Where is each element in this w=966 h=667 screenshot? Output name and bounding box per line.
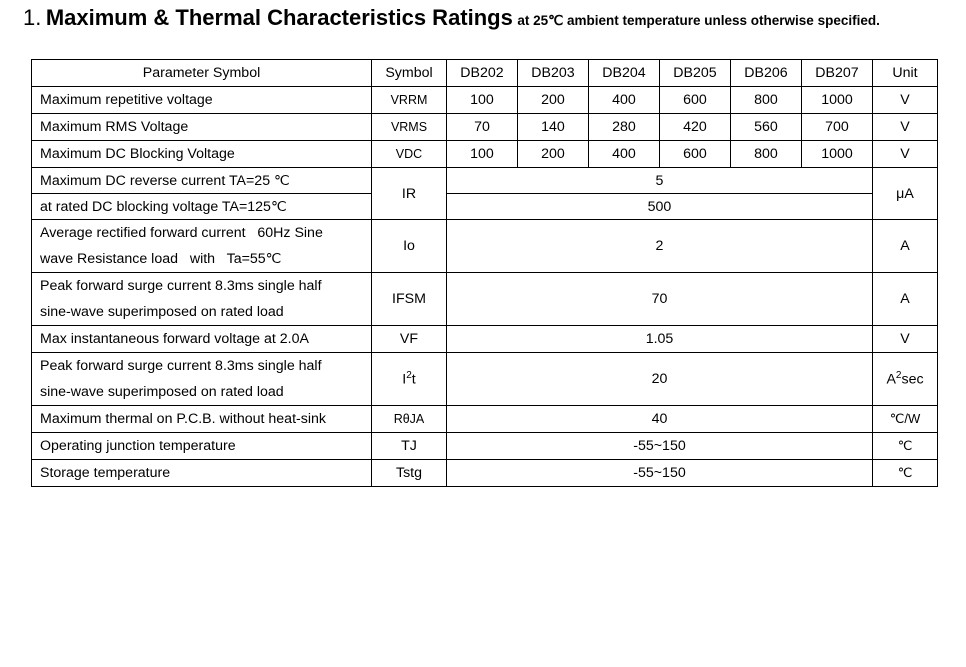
symbol-cell: Io bbox=[372, 220, 447, 273]
value-cell: 560 bbox=[731, 114, 802, 141]
header-model: DB205 bbox=[660, 60, 731, 87]
unit-superscript: 2 bbox=[895, 370, 902, 382]
unit-cell bbox=[873, 353, 938, 406]
parameter-cell: Maximum RMS Voltage bbox=[32, 114, 372, 141]
value-cell: 5 bbox=[447, 168, 873, 194]
header-parameter: Parameter Symbol bbox=[32, 60, 372, 87]
value-cell: 20 bbox=[447, 353, 873, 406]
unit-cell: A bbox=[873, 220, 938, 273]
symbol-cell: IR bbox=[372, 168, 447, 220]
parameter-line: sine-wave superimposed on rated load bbox=[40, 384, 284, 400]
unit-cell: V bbox=[873, 141, 938, 168]
section-subtitle: at 25℃ ambient temperature unless otherwise specified. bbox=[517, 13, 880, 28]
header-model: DB202 bbox=[447, 60, 518, 87]
symbol-tail: t bbox=[411, 371, 416, 388]
unit-cell: ℃ bbox=[873, 433, 938, 460]
header-model: DB204 bbox=[589, 60, 660, 87]
header-model: DB207 bbox=[802, 60, 873, 87]
unit-cell: A bbox=[873, 273, 938, 326]
header-unit: Unit bbox=[873, 60, 938, 87]
symbol-cell: VRMS bbox=[372, 114, 447, 141]
parameter-cell: at rated DC blocking voltage TA=125℃ bbox=[32, 194, 372, 220]
value-cell: 600 bbox=[660, 141, 731, 168]
value-cell: -55~150 bbox=[447, 433, 873, 460]
parameter-line: Peak forward surge current 8.3ms single half bbox=[40, 358, 322, 374]
symbol-cell: VRRM bbox=[372, 87, 447, 114]
symbol-cell: Tstg bbox=[372, 460, 447, 487]
table-row bbox=[32, 406, 938, 433]
parameter-cell bbox=[32, 273, 372, 326]
parameter-cell: Maximum DC Blocking Voltage bbox=[32, 141, 372, 168]
value-cell: 500 bbox=[447, 194, 873, 220]
value-cell: -55~150 bbox=[447, 460, 873, 487]
parameter-cell: Storage temperature bbox=[32, 460, 372, 487]
value-cell: 1000 bbox=[802, 87, 873, 114]
unit-tail: sec bbox=[901, 371, 924, 388]
unit-cell: V bbox=[873, 326, 938, 353]
table-row bbox=[32, 141, 938, 168]
value-cell: 700 bbox=[802, 114, 873, 141]
table-row bbox=[32, 114, 938, 141]
value-cell: 400 bbox=[589, 141, 660, 168]
table-row bbox=[32, 433, 938, 460]
value-cell: 420 bbox=[660, 114, 731, 141]
value-cell: 2 bbox=[447, 220, 873, 273]
parameter-line: Peak forward surge current 8.3ms single half bbox=[40, 278, 322, 294]
value-cell: 100 bbox=[447, 87, 518, 114]
table-row bbox=[32, 220, 938, 273]
symbol-cell: VF bbox=[372, 326, 447, 353]
unit-cell: V bbox=[873, 114, 938, 141]
value-cell: 100 bbox=[447, 141, 518, 168]
table-row bbox=[32, 273, 938, 326]
header-model: DB203 bbox=[518, 60, 589, 87]
symbol-cell: RθJA bbox=[372, 406, 447, 433]
table-header-row bbox=[32, 60, 938, 87]
symbol-cell: VDC bbox=[372, 141, 447, 168]
value-cell: 200 bbox=[518, 141, 589, 168]
symbol-cell: TJ bbox=[372, 433, 447, 460]
ratings-table bbox=[31, 59, 938, 487]
section-number: 1. bbox=[23, 5, 42, 30]
parameter-line: wave Resistance load with Ta=55℃ bbox=[40, 251, 282, 267]
symbol-base: I bbox=[402, 371, 407, 388]
symbol-cell: IFSM bbox=[372, 273, 447, 326]
parameter-cell: Max instantaneous forward voltage at 2.0A bbox=[32, 326, 372, 353]
table-row bbox=[32, 87, 938, 114]
unit-cell: ℃ bbox=[873, 460, 938, 487]
table-row bbox=[32, 353, 938, 406]
parameter-cell: Operating junction temperature bbox=[32, 433, 372, 460]
symbol-cell bbox=[372, 353, 447, 406]
unit-cell: μA bbox=[873, 168, 938, 220]
parameter-cell: Maximum thermal on P.C.B. without heat-sink bbox=[32, 406, 372, 433]
value-cell: 200 bbox=[518, 87, 589, 114]
section-heading bbox=[23, 5, 880, 31]
value-cell: 800 bbox=[731, 141, 802, 168]
unit-cell: ℃/W bbox=[873, 406, 938, 433]
table-row bbox=[32, 168, 938, 194]
parameter-cell: Maximum DC reverse current TA=25 ℃ bbox=[32, 168, 372, 194]
section-title: Maximum & Thermal Characteristics Ratings bbox=[45, 5, 513, 30]
value-cell: 1000 bbox=[802, 141, 873, 168]
parameter-line: sine-wave superimposed on rated load bbox=[40, 304, 284, 320]
value-cell: 40 bbox=[447, 406, 873, 433]
unit-cell: V bbox=[873, 87, 938, 114]
header-model: DB206 bbox=[731, 60, 802, 87]
parameter-cell bbox=[32, 220, 372, 273]
value-cell: 70 bbox=[447, 114, 518, 141]
value-cell: 800 bbox=[731, 87, 802, 114]
value-cell: 1.05 bbox=[447, 326, 873, 353]
parameter-cell: Maximum repetitive voltage bbox=[32, 87, 372, 114]
parameter-line: Average rectified forward current 60Hz Sine bbox=[40, 225, 323, 241]
symbol-superscript: 2 bbox=[406, 370, 412, 382]
value-cell: 140 bbox=[518, 114, 589, 141]
value-cell: 70 bbox=[447, 273, 873, 326]
value-cell: 400 bbox=[589, 87, 660, 114]
unit-base: A bbox=[886, 371, 896, 388]
table-row bbox=[32, 194, 938, 220]
header-symbol: Symbol bbox=[372, 60, 447, 87]
table-row bbox=[32, 326, 938, 353]
value-cell: 280 bbox=[589, 114, 660, 141]
table-row bbox=[32, 460, 938, 487]
parameter-cell bbox=[32, 353, 372, 406]
value-cell: 600 bbox=[660, 87, 731, 114]
